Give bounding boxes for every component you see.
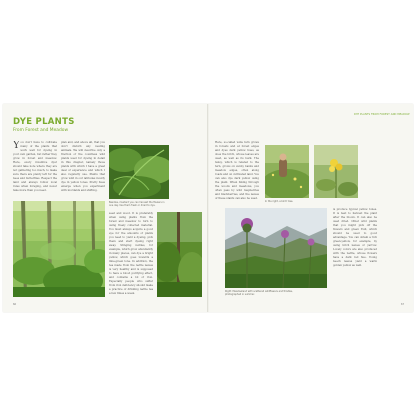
page-gutter xyxy=(207,104,209,312)
fern-photo xyxy=(109,145,169,199)
caption-fern: Besides, mustard you can harvest the flowers in one day. Use them fresh or dried to dye. xyxy=(109,201,165,208)
body-text-4: seed and wood. It is preferably when using plants from the forest and meadow to turn to using freely collected material. You must always acquire a good eye for the amounts of plants you need to yield a dyeing, pick them and start dyeing right away. Stinging nettles, for example, which grow abundantly in many places, can dye a bright yellow, which goes towards a lime-green tone. In addition, the tea made from the nettle leaves is very healthy and is supposed to have a blood purifying effect, and contains a lot of iron. Especially people who suffer from iron deficiency should make a practice of drinking nettle tea a few times a week. xyxy=(109,212,153,295)
book-spread xyxy=(3,104,413,312)
forest-edge-photo xyxy=(157,212,202,297)
body-text-2: plan and, and above all, that you don't disturb any nesting animals. We will describe only a fraction of the countless wild plants used for dyeing in detail in this chapter, namely those plants with which I have a great deal of experience and which I also regularly use. Plants that grow wild in our latitudes mostly dye in yellow tones. Pretty hues emerge when you experiment with mordants and shifting. xyxy=(61,141,105,192)
folio-left: 66 xyxy=(13,303,17,306)
body-text-1: ou don't have to cultivate many of the plants that work well for dyeing in your own garden, but rather they grow in forest and meadow. Here, every inventive dyer should take note where they are not gathering too much, to make sure there are plenty left for the bees and butterflies. Respect the land and always follow local rules when foraging, and never take more than you need. xyxy=(13,141,57,192)
caption-birch: In the right, a birch tree. xyxy=(265,200,294,203)
caption-thistle: Right: Meadowland with scattered wildflowers and thistles, photographed in summer. xyxy=(225,290,293,297)
drop-cap: Y xyxy=(13,141,20,151)
meadow-person-photo xyxy=(265,145,309,198)
forest-photo xyxy=(13,201,105,297)
body-column-1 xyxy=(13,141,57,199)
folio-right: 67 xyxy=(401,303,405,306)
page-title: DYE PLANTS xyxy=(13,117,75,127)
page-subtitle: From Forest and Meadow xyxy=(13,128,69,133)
body-text-5: is produce typical yellow tones. It is best to harvest the plant after the bloom. It can also be used dried. Other wild plants that you might pick off the flowers and green fruit, which should be used to good advantage. You can obtain a rich green-yellow, for example, by using birch leaves or yarrow. Lovely colors are also produced with the nettle, whose flowers have a dark red hue. Young beech leaves yield a warm golden yellow as well. xyxy=(333,208,377,267)
body-column-4 xyxy=(109,212,153,302)
running-head: DYE PLANTS FROM FOREST AND MEADOW xyxy=(354,113,410,116)
body-column-5 xyxy=(333,208,377,298)
body-text-3: Here, so-called wide fern grows in forests and at forest edges and dyes dark yellow hues, as does the birch, whose leaves are used, as well as its bark. The tansy, which is related to the fern, grows on sunny banks and meadow edges, often along roads and on cultivated land. You can also dye dark yellow using the plant. When hiking through the woods and meadows, you often pass by wild raspberries and blackberries, and the leaves of these plants can also be used. xyxy=(215,141,259,199)
thistle-mountain-photo xyxy=(225,208,327,288)
body-column-3 xyxy=(215,141,259,199)
yellow-flower-photo xyxy=(314,145,358,198)
body-column-2 xyxy=(61,141,105,199)
